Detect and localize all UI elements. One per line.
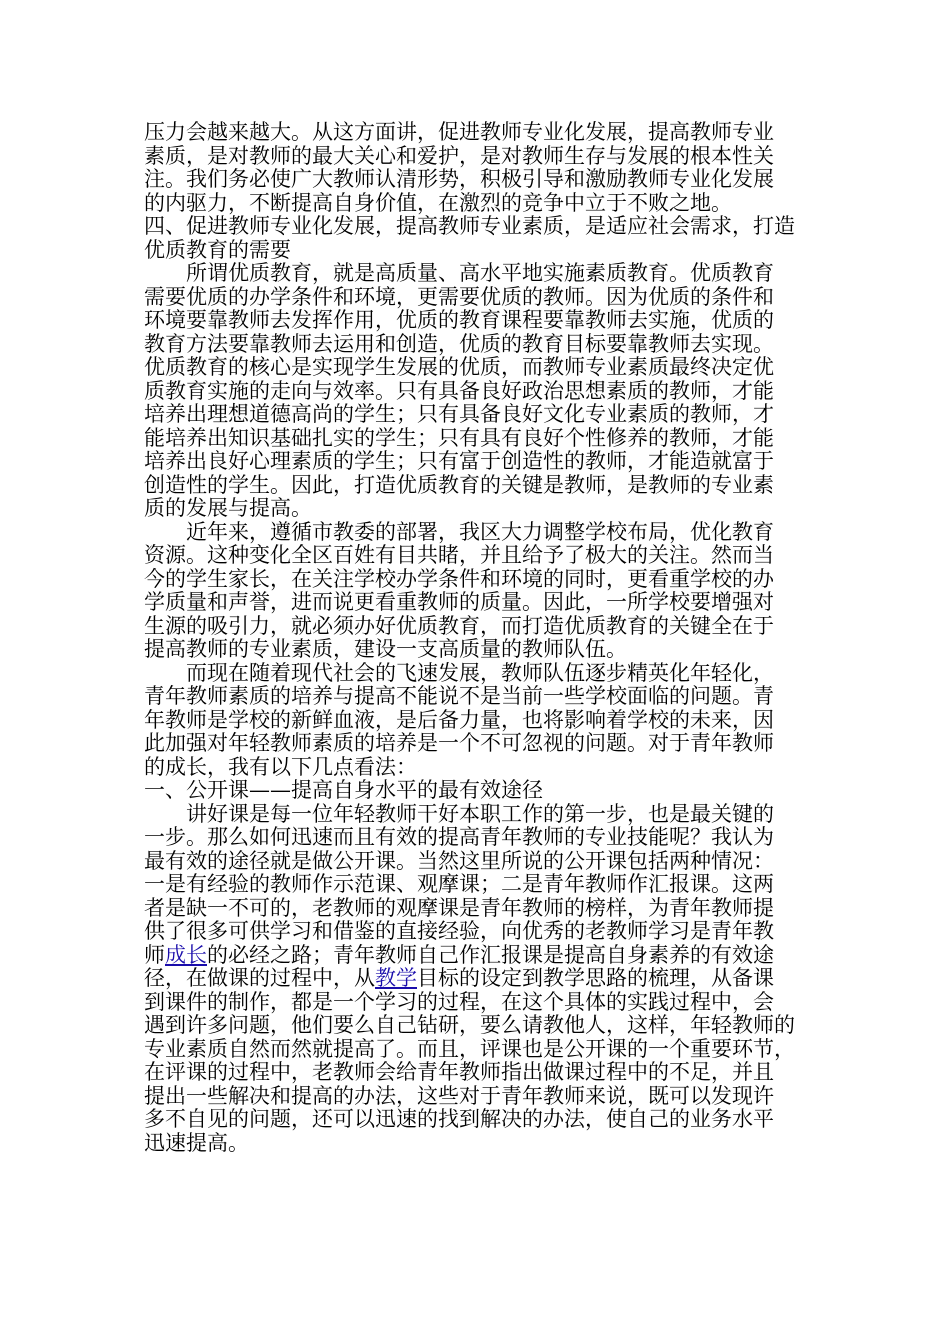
text-line: 一是有经验的教师作示范课、观摩课；二是青年教师作汇报课。这两 — [144, 872, 774, 896]
text-line: 质教育实施的走向与效率。只有具备良好政治思想素质的教师，才能 — [144, 378, 774, 403]
growth-link[interactable]: 成长 — [165, 942, 207, 967]
link-suffix-text: 的必经之路；青年教师自己作汇报课是提高自身素养的有效途 — [207, 942, 774, 967]
text-line: 者是缺一不可的，老教师的观摩课是青年教师的榜样，为青年教师提 — [144, 895, 774, 920]
text-line: 学质量和声誉，进而说更看重教师的质量。因此，一所学校要增强对 — [144, 590, 774, 614]
text-line: 注。我们务必使广大教师认清形势，积极引导和激励教师专业化发展 — [144, 167, 774, 191]
text-line: 最有效的途径就是做公开课。当然这里所说的公开课包括两种情况： — [144, 848, 774, 873]
text-line-with-link — [144, 944, 820, 968]
text-line: 提高教师的专业素质，建设一支高质量的教师队伍。 — [144, 637, 627, 661]
link-prefix-text: 径，在做课的过程中，从 — [144, 966, 375, 990]
section-heading-line: 优质教育的需要 — [144, 237, 291, 262]
text-line: 今的学生家长，在关注学校办学条件和环境的同时，更看重学校的办 — [144, 566, 774, 591]
text-line: 培养出良好心理素质的学生；只有富于创造性的教师，才能造就富于 — [144, 449, 774, 473]
text-line: 培养出理想道德高尚的学生；只有具备良好文化专业素质的教师，才 — [144, 402, 774, 426]
section-heading-line: 一、公开课——提高自身水平的最有效途径 — [144, 778, 543, 802]
text-line: 遇到许多问题，他们要么自己钻研，要么请教他人，这样，年轻教师的 — [144, 1013, 795, 1037]
text-line: 迅速提高。 — [144, 1130, 249, 1155]
text-line: 素质，是对教师的最大关心和爱护，是对教师生存与发展的根本性关 — [144, 143, 774, 168]
text-line: 生源的吸引力，就必须办好优质教育，而打造优质教育的关键全在于 — [144, 613, 774, 638]
text-line: 一步。那么如何迅速而且有效的提高青年教师的专业技能呢？我认为 — [144, 825, 774, 849]
text-line: 教育方法要靠教师去运用和创造，优质的教育目标要靠教师去实现。 — [144, 331, 774, 356]
text-line: 质的发展与提高。 — [144, 496, 312, 520]
text-line: 能培养出知识基础扎实的学生；只有具有良好个性修养的教师，才能 — [144, 425, 774, 450]
text-line: 多不自见的问题，还可以迅速的找到解决的办法，使自己的业务水平 — [144, 1107, 774, 1131]
text-line: 青年教师素质的培养与提高不能说不是当前一些学校面临的问题。青 — [144, 684, 774, 708]
paragraph-first-line: 而现在随着现代社会的飞速发展，教师队伍逐步精英化年轻化， — [186, 660, 774, 685]
text-line: 的成长，我有以下几点看法： — [144, 754, 417, 779]
text-line: 供了很多可供学习和借鉴的直接经验，向优秀的老教师学习是青年教 — [144, 919, 774, 943]
text-line: 年教师是学校的新鲜血液，是后备力量，也将影响着学校的未来，因 — [144, 707, 774, 732]
link-prefix-text: 师 — [144, 942, 165, 967]
text-line: 在评课的过程中，老教师会给青年教师指出做课过程中的不足，并且 — [144, 1060, 774, 1084]
text-line-with-link — [144, 967, 820, 991]
text-line: 专业素质自然而然就提高了。而且，评课也是公开课的一个重要环节， — [144, 1036, 795, 1061]
text-line: 需要优质的办学条件和环境，更需要优质的教师。因为优质的条件和 — [144, 284, 774, 309]
text-line: 提出一些解决和提高的办法，这些对于青年教师来说，既可以发现许 — [144, 1083, 774, 1108]
text-line: 创造性的学生。因此，打造优质教育的关键是教师，是教师的专业素 — [144, 472, 774, 497]
text-line: 到课件的制作，都是一个学习的过程，在这个具体的实践过程中，会 — [144, 989, 774, 1014]
section-heading-line: 四、促进教师专业化发展，提高教师专业素质，是适应社会需求，打造 — [144, 214, 795, 238]
text-line: 压力会越来越大。从这方面讲，促进教师专业化发展，提高教师专业 — [144, 120, 774, 144]
teaching-link[interactable]: 教学 — [375, 966, 417, 990]
text-line: 资源。这种变化全区百姓有目共睹，并且给予了极大的关注。然而当 — [144, 543, 774, 567]
text-line: 优质教育的核心是实现学生发展的优质，而教师专业素质最终决定优 — [144, 355, 774, 379]
document-page — [144, 121, 820, 1155]
text-line: 的内驱力，不断提高自身价值，在激烈的竞争中立于不败之地。 — [144, 190, 732, 215]
text-line: 此加强对年轻教师素质的培养是一个不可忽视的问题。对于青年教师 — [144, 731, 774, 755]
text-line: 环境要靠教师去发挥作用，优质的教育课程要靠教师去实施，优质的 — [144, 308, 774, 332]
link-suffix-text: 目标的设定到教学思路的梳理，从备课 — [417, 966, 774, 990]
paragraph-first-line: 近年来，遵循市教委的部署，我区大力调整学校布局，优化教育 — [186, 519, 774, 544]
paragraph-first-line: 讲好课是每一位年轻教师干好本职工作的第一步，也是最关键的 — [186, 801, 774, 826]
paragraph-first-line: 所谓优质教育，就是高质量、高水平地实施素质教育。优质教育 — [186, 261, 774, 285]
